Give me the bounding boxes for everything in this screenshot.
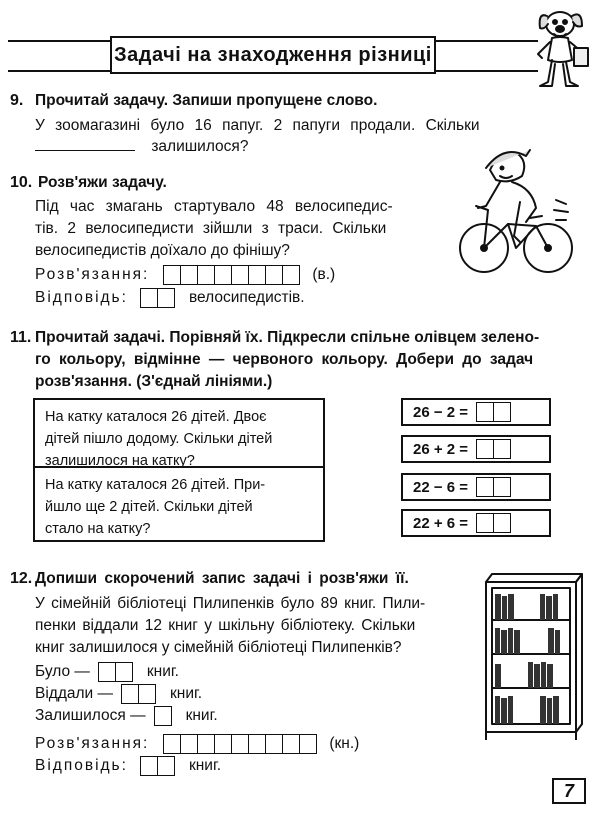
task10-line1: Під час змагань стартувало 48 велосипедис- [35,198,393,215]
task10-answer-label: Відповідь: [35,289,128,306]
task10-solution-label: Розв'язання: [35,266,150,283]
task11-equation1-cells[interactable] [476,402,511,422]
task12-given-unit: книг. [170,685,203,702]
task11-equation3-cells[interactable] [476,477,511,497]
task11-equation1-expr: 26 − 2 = [413,403,469,421]
task11-problem1-line2: дітей пішло додому. Скільки дітей [45,431,273,447]
task12-line2: пенки віддали 12 книг у шкільну бібліотеку. Скільки [35,617,416,634]
task12-was-row [35,661,179,683]
task12-left-label: Залишилося — [35,707,146,724]
task12-answer-cells[interactable] [140,756,175,776]
dog-illustration [530,2,596,94]
task11-equation4-cells[interactable] [476,513,511,533]
task11-equation1[interactable] [401,398,551,426]
task9-line2: залишилося? [151,138,249,155]
task9-line2-row [35,136,248,158]
task10-solution-row [35,264,335,286]
task11-equation2[interactable] [401,435,551,463]
task11-equation4[interactable] [401,509,551,537]
task12-solution-row [35,733,359,755]
task10-solution-cells[interactable] [163,265,300,285]
task10-answer-cells[interactable] [140,288,175,308]
cyclist-illustration [456,140,576,280]
task12-solution-label: Розв'язання: [35,735,150,752]
task9-instruction: Прочитай задачу. Запиши пропущене слово. [35,92,378,109]
task9-blank-line[interactable] [35,136,135,151]
task11-problem2-line2: йшло ще 2 дітей. Скільки дітей [45,499,253,515]
task12-left-unit: книг. [185,707,218,724]
page-number: 7 [552,778,586,804]
task12-given-row [35,683,202,705]
task11-problem2-line3: стало на катку? [45,521,151,537]
task12-left-row [35,705,218,727]
task12-line3: книг залишилося у сімейній бібліотеці Пилипенків? [35,639,402,656]
bookshelf-illustration [478,572,584,742]
task12-solution-cells[interactable] [163,734,317,754]
task12-line1: У сімейній бібліотеці Пилипенків було 89 книг. Пили- [35,595,426,612]
task11-equation3[interactable] [401,473,551,501]
task10-answer-row [35,287,305,309]
task10-number: 10. [10,174,33,191]
task12-answer-label: Відповідь: [35,757,128,774]
page-title: Задачі на знаходження різниці [110,36,436,74]
task11-problem1-line1: На катку каталося 26 дітей. Двоє [45,409,267,425]
task11-instruction-line3: розв'язання. (З'єднай лініями.) [35,373,273,390]
task12-number: 12. [10,570,33,587]
task11-equation3-expr: 22 − 6 = [413,478,469,496]
task12-was-cells[interactable] [98,662,133,682]
task10-instruction: Розв'яжи задачу. [38,174,167,191]
task10-solution-unit: (в.) [312,266,336,283]
task12-answer-unit: книг. [188,757,222,774]
task9-line1: У зоомагазині було 16 папуг. 2 папуги продали. Скільки [35,117,480,134]
task11-equation2-expr: 26 + 2 = [413,440,469,458]
task11-problem2-line1: На катку каталося 26 дітей. При- [45,477,266,493]
task12-solution-unit: (кн.) [329,735,360,752]
task11-equation2-cells[interactable] [476,439,511,459]
task12-given-cells[interactable] [121,684,156,704]
task12-was-label: Було — [35,663,90,680]
task11-number: 11. [10,329,32,346]
task11-problem1 [33,398,325,468]
task11-equation4-expr: 22 + 6 = [413,514,469,532]
task12-given-label: Віддали — [35,685,113,702]
task10-line3: велосипедистів доїхало до фінішу? [35,242,290,259]
task11-instruction-line1: Прочитай задачі. Порівняй їх. Підкресли спільне олівцем зелено- [35,329,540,346]
task9-number: 9. [10,92,24,109]
task12-answer-row [35,755,221,777]
task10-answer-unit: велосипедистів. [188,289,305,306]
task11-problem2 [33,466,325,542]
task12-left-cells[interactable] [154,706,172,726]
task10-line2: тів. 2 велосипедисти зійшли з траси. Скільки [35,220,387,237]
task12-was-unit: книг. [146,663,179,680]
task11-problem1-line3: залишилося на катку? [45,453,195,469]
task12-instruction: Допиши скорочений запис задачі і розв'яжи її. [35,570,409,587]
task11-instruction-line2: го кольору, відмінне — червоного кольору. Добери до задач [35,351,534,368]
